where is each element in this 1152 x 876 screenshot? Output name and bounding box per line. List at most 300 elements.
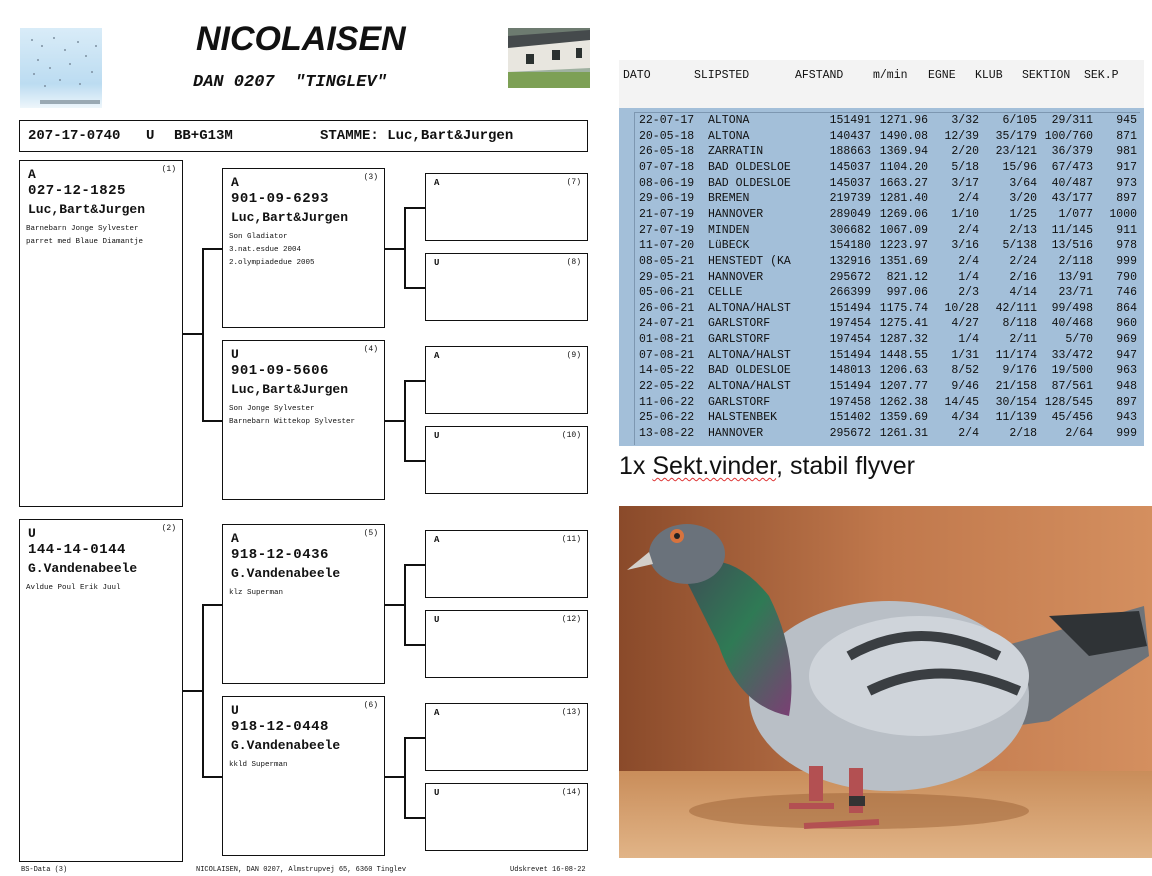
result-cell: 945	[1116, 114, 1137, 127]
pedigree-box-8	[425, 253, 588, 321]
result-cell: HANNOVER	[708, 270, 764, 284]
result-cell: ZARRATIN	[708, 145, 764, 159]
result-cell: 87/561	[1051, 380, 1093, 394]
result-cell: 29-06-19	[639, 192, 695, 206]
col-header-mmin: m/min	[873, 69, 908, 82]
result-cell: HENSTEDT (KA	[708, 254, 791, 268]
result-cell: 821.12	[886, 270, 928, 284]
result-cell: 08-06-19	[639, 176, 695, 190]
pedigree-box-10	[425, 426, 588, 494]
result-cell: MINDEN	[708, 223, 750, 237]
result-row	[635, 254, 1145, 270]
sex-label: A	[231, 175, 239, 190]
result-cell: 2/16	[1009, 270, 1037, 284]
pedigree-box-6	[222, 696, 385, 856]
result-cell: 197458	[829, 395, 871, 409]
result-cell: 1271.96	[879, 114, 928, 127]
result-row	[635, 348, 1145, 364]
connector-line	[404, 817, 425, 819]
result-cell: 999	[1116, 254, 1137, 268]
result-cell: 3/16	[951, 239, 979, 253]
pedigree-notes	[229, 231, 315, 270]
result-cell: 151402	[829, 411, 871, 425]
result-cell: 4/34	[951, 411, 979, 425]
result-cell: GARLSTORF	[708, 395, 771, 409]
note-line: parret med Blaue Diamantje	[26, 238, 144, 246]
result-cell: 897	[1116, 395, 1137, 409]
position-number: (1)	[161, 165, 176, 174]
sex-label: A	[434, 708, 440, 718]
position-number: (9)	[566, 351, 581, 360]
result-cell: ALTONA	[708, 114, 750, 127]
result-cell: 1175.74	[879, 301, 928, 315]
ring-number: 918-12-0448	[231, 719, 329, 735]
result-row	[635, 285, 1145, 301]
result-cell: 148013	[829, 364, 871, 378]
result-cell: 1067.09	[879, 223, 928, 237]
position-number: (4)	[363, 345, 378, 354]
note-line: Barnebarn Jonge Sylvester	[26, 225, 139, 233]
result-cell: 2/20	[951, 145, 979, 159]
result-cell: 30/154	[995, 395, 1037, 409]
result-cell: 3/17	[951, 176, 979, 190]
result-cell: 11/145	[1051, 223, 1093, 237]
result-cell: 145037	[829, 176, 871, 190]
result-cell: 2/3	[958, 286, 979, 300]
ring-number: 901-09-5606	[231, 363, 329, 379]
result-row	[635, 363, 1145, 379]
result-cell: 6/105	[1002, 114, 1037, 127]
result-cell: 29/311	[1051, 114, 1093, 127]
result-cell: 3/64	[1009, 176, 1037, 190]
result-cell: 43/177	[1051, 192, 1093, 206]
connector-line	[183, 333, 203, 335]
result-cell: 145037	[829, 160, 871, 174]
result-cell: 2/4	[958, 254, 979, 268]
sex-label: A	[434, 535, 440, 545]
result-cell: 21-07-19	[639, 207, 695, 221]
result-cell: 13-08-22	[639, 427, 695, 440]
pigeon-ring: 207-17-0740	[28, 128, 121, 144]
result-row	[635, 395, 1145, 411]
result-cell: 151491	[829, 114, 871, 127]
result-cell: 790	[1116, 270, 1137, 284]
result-cell: 40/468	[1051, 317, 1093, 331]
note-line: 3.nat.esdue 2004	[229, 246, 302, 254]
result-cell: 21/158	[995, 380, 1037, 394]
connector-line	[202, 248, 222, 250]
result-cell: 99/498	[1051, 301, 1093, 315]
connector-line	[385, 248, 405, 250]
result-cell: 1/10	[951, 207, 979, 221]
result-cell: 2/24	[1009, 254, 1037, 268]
result-cell: 20-05-18	[639, 129, 695, 143]
result-cell: 871	[1116, 129, 1137, 143]
result-cell: 13/91	[1058, 270, 1093, 284]
result-cell: 33/472	[1051, 348, 1093, 362]
result-cell: 911	[1116, 223, 1137, 237]
pedigree-notes	[229, 759, 288, 772]
breeder-name: Luc,Bart&Jurgen	[231, 382, 349, 397]
caption-suffix: , stabil flyver	[776, 452, 915, 480]
connector-line	[202, 776, 222, 778]
result-cell: ALTONA	[708, 129, 750, 143]
position-number: (5)	[363, 529, 378, 538]
loft-subtitle: DAN 0207 "TINGLEV"	[193, 73, 387, 92]
result-cell: 197454	[829, 333, 871, 347]
birds-flying-image	[20, 28, 102, 108]
result-cell: 1490.08	[879, 129, 928, 143]
sex-label: U	[28, 526, 36, 541]
result-cell: 2/13	[1009, 223, 1037, 237]
pigeon-photo	[619, 506, 1152, 858]
pedigree-box-14	[425, 783, 588, 851]
result-cell: 1269.06	[879, 207, 928, 221]
result-cell: 10/28	[944, 301, 979, 315]
sex-label: A	[434, 351, 440, 361]
col-header-slipsted: SLIPSTED	[694, 69, 750, 82]
result-cell: 01-08-21	[639, 333, 695, 347]
connector-line	[404, 207, 406, 287]
pedigree-box-5	[222, 524, 385, 684]
result-cell: 1/4	[958, 270, 979, 284]
result-cell: 14-05-22	[639, 364, 695, 378]
result-cell: BAD OLDESLOE	[708, 364, 791, 378]
position-number: (6)	[363, 701, 378, 710]
footer-date: Udskrevet 16-08-22	[510, 866, 586, 874]
note-line: Avldue Poul Erik Juul	[26, 584, 121, 592]
result-cell: 151494	[829, 348, 871, 362]
position-number: (12)	[561, 615, 581, 624]
col-header-egne: EGNE	[928, 69, 956, 82]
result-row	[635, 207, 1145, 223]
result-cell: 07-08-21	[639, 348, 695, 362]
page-title: NICOLAISEN	[196, 20, 406, 58]
result-cell: 1287.32	[879, 333, 928, 347]
pedigree-box-11	[425, 530, 588, 598]
result-cell: 11-06-22	[639, 395, 695, 409]
result-cell: 746	[1116, 286, 1137, 300]
connector-line	[404, 460, 425, 462]
result-cell: 1275.41	[879, 317, 928, 331]
note-line: Son Gladiator	[229, 233, 288, 241]
result-cell: 1/4	[958, 333, 979, 347]
pedigree-box-12	[425, 610, 588, 678]
result-cell: 151494	[829, 380, 871, 394]
connector-line	[202, 604, 222, 606]
col-header-sekp: SEK.P	[1084, 69, 1119, 82]
result-cell: HANNOVER	[708, 427, 764, 440]
result-row	[635, 113, 1145, 129]
loft-building-image	[508, 28, 590, 88]
connector-line	[404, 380, 425, 382]
results-rows	[634, 112, 1140, 445]
connector-line	[404, 287, 425, 289]
result-cell: 960	[1116, 317, 1137, 331]
results-caption	[619, 452, 915, 481]
ring-number: 918-12-0436	[231, 547, 329, 563]
result-cell: 8/52	[951, 364, 979, 378]
result-cell: 40/487	[1051, 176, 1093, 190]
result-cell: 5/70	[1065, 333, 1093, 347]
ring-number: 027-12-1825	[28, 183, 126, 199]
pedigree-box-3	[222, 168, 385, 328]
result-cell: LüBECK	[708, 239, 750, 253]
position-number: (8)	[566, 258, 581, 267]
result-row	[635, 176, 1145, 192]
result-row	[635, 426, 1145, 442]
result-cell: 973	[1116, 176, 1137, 190]
result-cell: 997.06	[886, 286, 928, 300]
position-number: (11)	[561, 535, 581, 544]
col-header-dato: DATO	[623, 69, 651, 82]
result-row	[635, 191, 1145, 207]
result-cell: ALTONA/HALST	[708, 380, 791, 394]
result-cell: 5/138	[1002, 239, 1037, 253]
sex-label: U	[434, 788, 440, 798]
result-cell: 2/4	[958, 427, 979, 440]
ring-number: 901-09-6293	[231, 191, 329, 207]
result-cell: GARLSTORF	[708, 317, 771, 331]
result-cell: 947	[1116, 348, 1137, 362]
result-cell: 19/500	[1051, 364, 1093, 378]
result-cell: 42/111	[995, 301, 1037, 315]
result-cell: 266399	[829, 286, 871, 300]
result-cell: 1262.38	[879, 395, 928, 409]
result-cell: 1206.63	[879, 364, 928, 378]
result-cell: BAD OLDESLOE	[708, 176, 791, 190]
connector-line	[202, 420, 222, 422]
result-cell: 963	[1116, 364, 1137, 378]
result-cell: 295672	[829, 270, 871, 284]
result-cell: 4/14	[1009, 286, 1037, 300]
pigeon-sex: U	[146, 128, 155, 144]
result-cell: 188663	[829, 145, 871, 159]
result-cell: 978	[1116, 239, 1137, 253]
result-row	[635, 238, 1145, 254]
connector-line	[385, 776, 405, 778]
result-cell: 23/71	[1058, 286, 1093, 300]
sex-label: U	[231, 703, 239, 718]
pedigree-notes	[26, 223, 143, 249]
result-cell: 1/31	[951, 348, 979, 362]
flock-photo	[20, 28, 102, 108]
result-cell: 2/4	[958, 223, 979, 237]
result-cell: 100/760	[1044, 129, 1093, 143]
result-cell: 1448.55	[879, 348, 928, 362]
result-row	[635, 332, 1145, 348]
result-cell: 999	[1116, 427, 1137, 440]
result-cell: 1/077	[1058, 207, 1093, 221]
result-cell: 140437	[829, 129, 871, 143]
breeder-name: Luc,Bart&Jurgen	[28, 202, 146, 217]
result-cell: 151494	[829, 301, 871, 315]
result-cell: 2/118	[1058, 254, 1093, 268]
result-row	[635, 144, 1145, 160]
result-cell: ALTONA/HALST	[708, 348, 791, 362]
sex-label: A	[28, 167, 36, 182]
caption-underlined: Sekt.vinder	[652, 452, 777, 480]
result-cell: 05-06-21	[639, 286, 695, 300]
result-cell: 35/179	[995, 129, 1037, 143]
sex-label: U	[434, 615, 440, 625]
results-table	[619, 108, 1144, 446]
result-cell: 2/18	[1009, 427, 1037, 440]
connector-line	[404, 737, 406, 817]
result-cell: 1261.31	[879, 427, 928, 440]
pedigree-box-9	[425, 346, 588, 414]
result-cell: 1207.77	[879, 380, 928, 394]
result-cell: 5/18	[951, 160, 979, 174]
result-cell: 1223.97	[879, 239, 928, 253]
result-cell: 943	[1116, 411, 1137, 425]
connector-line	[385, 604, 405, 606]
result-cell: 1359.69	[879, 411, 928, 425]
result-cell: 197454	[829, 317, 871, 331]
result-cell: 3/32	[951, 114, 979, 127]
result-cell: 67/473	[1051, 160, 1093, 174]
result-cell: 26-06-21	[639, 301, 695, 315]
result-cell: GARLSTORF	[708, 333, 771, 347]
result-cell: CELLE	[708, 286, 743, 300]
result-cell: 24-07-21	[639, 317, 695, 331]
position-number: (14)	[561, 788, 581, 797]
result-cell: 289049	[829, 207, 871, 221]
result-cell: 1/25	[1009, 207, 1037, 221]
breeder-name: G.Vandenabeele	[28, 561, 138, 576]
result-cell: 36/379	[1051, 145, 1093, 159]
result-cell: BREMEN	[708, 192, 750, 206]
result-cell: 2/4	[958, 192, 979, 206]
result-cell: HALSTENBEK	[708, 411, 778, 425]
connector-line	[404, 564, 406, 644]
result-cell: 8/118	[1002, 317, 1037, 331]
result-cell: 897	[1116, 192, 1137, 206]
result-cell: 969	[1116, 333, 1137, 347]
note-line: Son Jonge Sylvester	[229, 405, 315, 413]
breeder-name: G.Vandenabeele	[231, 566, 341, 581]
result-cell: BAD OLDESLOE	[708, 160, 791, 174]
loft-photo	[508, 28, 590, 88]
result-cell: 9/46	[951, 380, 979, 394]
result-cell: 22-07-17	[639, 114, 695, 127]
note-line: kkld Superman	[229, 761, 288, 769]
result-row	[635, 223, 1145, 239]
result-cell: ALTONA/HALST	[708, 301, 791, 315]
result-row	[635, 270, 1145, 286]
result-cell: 128/545	[1044, 395, 1093, 409]
pedigree-notes	[26, 582, 121, 595]
pedigree-box-2	[19, 519, 183, 862]
result-cell: 2/64	[1065, 427, 1093, 440]
result-cell: 1000	[1109, 207, 1137, 221]
result-cell: 14/45	[944, 395, 979, 409]
connector-line	[404, 737, 425, 739]
result-cell: 1663.27	[879, 176, 928, 190]
pigeon-image	[619, 506, 1152, 858]
position-number: (13)	[561, 708, 581, 717]
result-cell: 3/20	[1009, 192, 1037, 206]
result-row	[635, 301, 1145, 317]
note-line: Barnebarn Wittekop Sylvester	[229, 418, 356, 426]
result-cell: 1104.20	[879, 160, 928, 174]
pedigree-notes	[229, 403, 355, 429]
result-cell: 306682	[829, 223, 871, 237]
result-cell: 132916	[829, 254, 871, 268]
connector-line	[385, 420, 405, 422]
result-cell: 45/456	[1051, 411, 1093, 425]
connector-line	[404, 564, 425, 566]
pedigree-box-7	[425, 173, 588, 241]
result-cell: 29-05-21	[639, 270, 695, 284]
col-header-sektion: SEKTION	[1022, 69, 1071, 82]
result-cell: 11/174	[995, 348, 1037, 362]
result-row	[635, 379, 1145, 395]
pigeon-color: BB+G13M	[174, 128, 233, 144]
col-header-klub: KLUB	[975, 69, 1003, 82]
result-cell: 1281.40	[879, 192, 928, 206]
result-cell: 23/121	[995, 145, 1037, 159]
position-number: (3)	[363, 173, 378, 182]
result-cell: 2/11	[1009, 333, 1037, 347]
sex-label: A	[434, 178, 440, 188]
result-row	[635, 410, 1145, 426]
result-cell: 26-05-18	[639, 145, 695, 159]
result-cell: 864	[1116, 301, 1137, 315]
result-cell: 4/27	[951, 317, 979, 331]
sex-label: U	[231, 347, 239, 362]
result-cell: 22-05-22	[639, 380, 695, 394]
pedigree-notes	[229, 587, 283, 600]
result-row	[635, 160, 1145, 176]
pedigree-box-1	[19, 160, 183, 507]
caption-prefix: 1x	[619, 452, 653, 480]
footer-address: NICOLAISEN, DAN 0207, Almstrupvej 65, 6360 Tinglev	[196, 866, 407, 874]
footer-left: BS-Data (3)	[21, 866, 68, 874]
connector-line	[183, 690, 203, 692]
pedigree-box-4	[222, 340, 385, 500]
result-cell: 948	[1116, 380, 1137, 394]
results-table-header	[619, 60, 1144, 108]
connector-line	[404, 644, 425, 646]
result-cell: 12/39	[944, 129, 979, 143]
result-cell: 11-07-20	[639, 239, 695, 253]
result-cell: 25-06-22	[639, 411, 695, 425]
connector-line	[202, 248, 204, 420]
result-cell: 15/96	[1002, 160, 1037, 174]
result-row	[635, 129, 1145, 145]
connector-line	[202, 604, 204, 776]
result-row	[635, 316, 1145, 332]
sex-label: A	[231, 531, 239, 546]
connector-line	[404, 207, 425, 209]
col-header-afstand: AFSTAND	[795, 69, 844, 82]
note-line: klz Superman	[229, 589, 284, 597]
result-cell: 9/176	[1002, 364, 1037, 378]
result-cell: 13/516	[1051, 239, 1093, 253]
result-cell: 154180	[829, 239, 871, 253]
result-cell: 219739	[829, 192, 871, 206]
result-cell: 11/139	[995, 411, 1037, 425]
position-number: (10)	[561, 431, 581, 440]
breeder-name: G.Vandenabeele	[231, 738, 341, 753]
result-cell: 1351.69	[879, 254, 928, 268]
result-cell: HANNOVER	[708, 207, 764, 221]
position-number: (7)	[566, 178, 581, 187]
result-cell: 295672	[829, 427, 871, 440]
sex-label: U	[434, 258, 440, 268]
ring-number: 144-14-0144	[28, 542, 126, 558]
